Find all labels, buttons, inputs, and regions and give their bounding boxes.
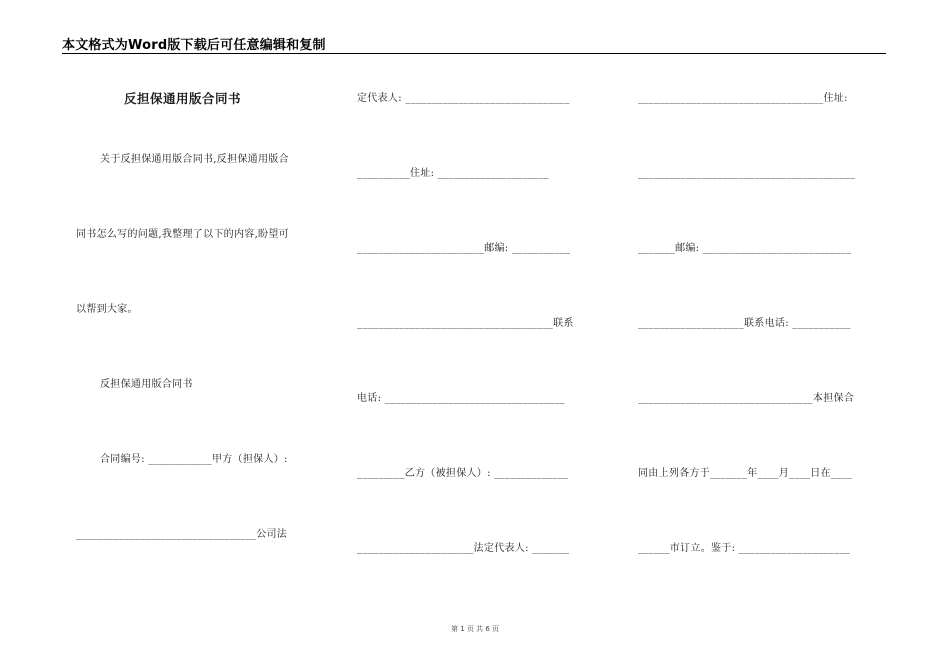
contract-number-line: 合同编号: ____________甲方（担保人）:	[100, 454, 288, 465]
col3-line-6: 同由上列各方于_______年____月____日在____	[638, 468, 852, 479]
col2-line-4: _____________________________________联系	[357, 318, 574, 329]
intro-line-3: 以帮到大家。	[76, 304, 138, 315]
col2-line-6: _________乙方（被担保人）: ______________	[357, 468, 569, 479]
intro-line-1: 关于反担保通用版合同书,反担保通用版合	[100, 154, 289, 165]
col3-line-3: _______邮编: ____________________________	[638, 243, 852, 254]
col3-line-4: ____________________联系电话: ___________	[638, 318, 851, 329]
col3-line-5: _________________________________本担保合	[638, 393, 855, 404]
col3-line-2: _________________________________________	[638, 168, 856, 179]
col2-line-7: ______________________法定代表人: _______	[357, 543, 570, 554]
company-law-line: __________________________________公司法	[76, 529, 288, 540]
col2-line-2: __________住址: _____________________	[357, 168, 550, 179]
intro-line-2: 同书怎么写的问题,我整理了以下的内容,盼望可	[76, 229, 289, 240]
col2-line-1: 定代表人: _______________________________	[357, 93, 570, 104]
col2-line-3: ________________________邮编: ___________	[357, 243, 571, 254]
page-number: 第 1 页 共 6 页	[450, 625, 500, 633]
col3-line-7: ______市订立。鉴于: _____________________	[638, 543, 851, 554]
col3-line-1: ___________________________________住址:	[638, 93, 848, 104]
contract-title: 反担保通用版合同书	[124, 91, 242, 106]
contract-subtitle: 反担保通用版合同书	[100, 379, 193, 390]
col2-line-5: 电话: __________________________________	[357, 393, 565, 404]
header-divider	[62, 53, 886, 54]
document-header: 本文格式为Word版下载后可任意编辑和复制	[62, 38, 326, 53]
